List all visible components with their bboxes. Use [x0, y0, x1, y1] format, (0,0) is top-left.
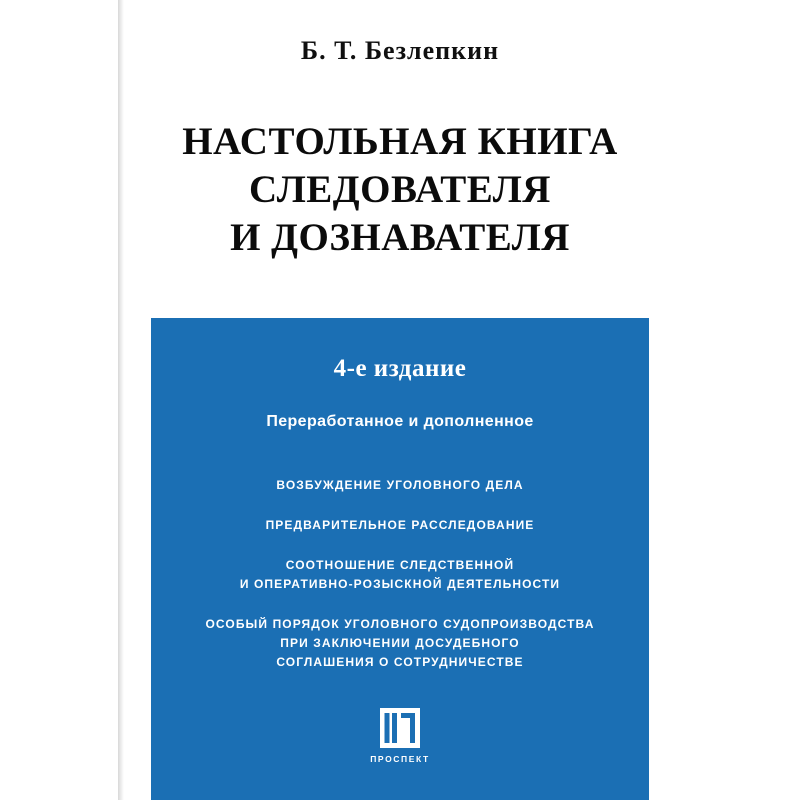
cover-blue-panel: [151, 318, 649, 800]
title-line-2: СЛЕДОВАТЕЛЯ: [249, 168, 551, 211]
topics-list: [151, 476, 649, 672]
topic-item: ВОЗБУЖДЕНИЕ УГОЛОВНОГО ДЕЛА: [276, 478, 524, 492]
author-name: Б. Т. Безлепкин: [300, 36, 500, 65]
topic-item: СООТНОШЕНИЕ СЛЕДСТВЕННОЙ И ОПЕРАТИВНО-РОЗЫСКНОЙ ДЕЯТЕЛЬНОСТИ: [239, 558, 561, 591]
title-line-3: И ДОЗНАВАТЕЛЯ: [230, 216, 570, 259]
edition-label: 4-е издание: [333, 355, 467, 382]
book-cover: [118, 0, 682, 800]
topic-item: ОСОБЫЙ ПОРЯДОК УГОЛОВНОГО СУДОПРОИЗВОДСТВА ПРИ ЗАКЛЮЧЕНИИ ДОСУДЕБНОГО СОГЛАШЕНИЯ О СОТРУДНИЧЕСТВЕ: [205, 617, 595, 669]
book-title: [118, 118, 682, 262]
edition-subtitle: Переработанное и дополненное: [266, 413, 534, 430]
publisher-block: [151, 707, 649, 764]
title-line-1: НАСТОЛЬНАЯ КНИГА: [182, 120, 618, 163]
proekt-book-logo-icon: [379, 707, 421, 749]
topic-item: ПРЕДВАРИТЕЛЬНОЕ РАССЛЕДОВАНИЕ: [265, 518, 535, 532]
publisher-name: ПРОСПЕКТ: [370, 754, 430, 764]
